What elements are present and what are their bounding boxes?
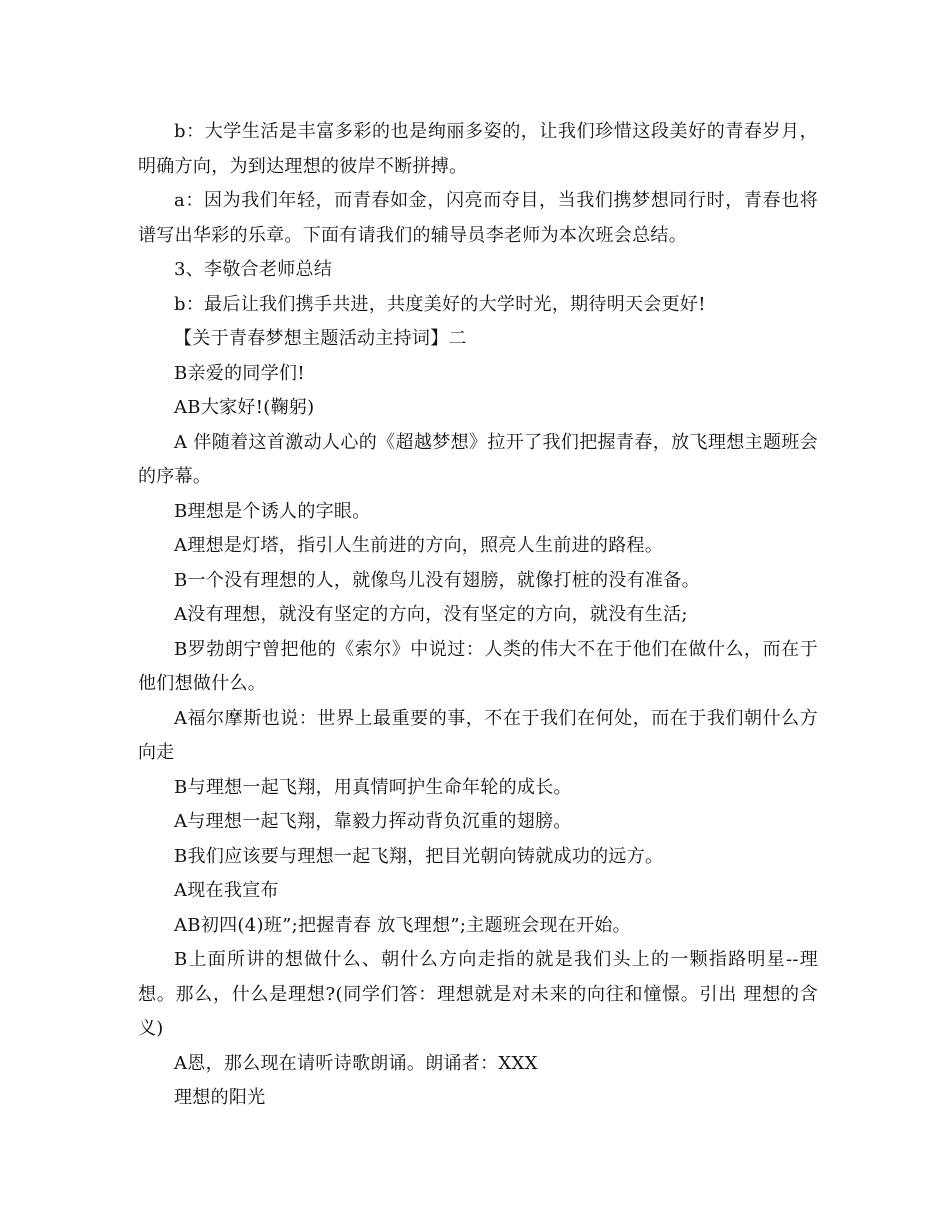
paragraph: a：因为我们年轻，而青春如金，闪亮而夺目，当我们携梦想同行时，青春也将谱写出华彩的乐章。下面有请我们的辅导员李老师为本次班会总结。 bbox=[138, 190, 818, 246]
paragraph: A 伴随着这首激动人心的《超越梦想》拉开了我们把握青春，放飞理想主题班会 的序幕。 bbox=[138, 431, 818, 487]
section-heading: 【关于青春梦想主题活动主持词】二 bbox=[174, 328, 467, 349]
paragraph: B罗勃朗宁曾把他的《索尔》中说过：人类的伟大不在于他们在做什么，而在于他们想做什么。 bbox=[138, 638, 818, 694]
paragraph: A恩，那么现在请听诗歌朗诵。朗诵者：XXX bbox=[174, 1052, 538, 1074]
paragraph: B与理想一起飞翔，用真情呵护生命年轮的成长。 bbox=[174, 776, 572, 798]
paragraph: b：大学生活是丰富多彩的也是绚丽多姿的，让我们珍惜这段美好的青春岁月，明确方向，为到达理想的彼岸不断拼搏。 bbox=[138, 121, 818, 177]
paragraph: A与理想一起飞翔，靠毅力挥动背负沉重的翅膀。 bbox=[174, 811, 572, 832]
poem-title: 理想的阳光 bbox=[174, 1087, 266, 1108]
paragraph: B理想是个诱人的字眼。 bbox=[174, 500, 371, 522]
paragraph: B一个没有理想的人，就像鸟儿没有翅膀，就像打桩的没有准备。 bbox=[174, 569, 700, 591]
paragraph: A福尔摩斯也说：世界上最重要的事，不在于我们在何处，而在于我们朝什么方向走 bbox=[138, 707, 818, 763]
paragraph: A现在我宣布 bbox=[174, 880, 279, 901]
paragraph: B亲爱的同学们! bbox=[174, 362, 305, 384]
paragraph: AB大家好!(鞠躬) bbox=[174, 397, 315, 418]
paragraph: 3、李敬合老师总结 bbox=[174, 259, 333, 280]
document-body bbox=[138, 115, 818, 1116]
paragraph: B上面所讲的想做什么、朝什么方向走指的就是我们头上的一颗指路明星--理想。那么，什么是理想?(同学们答：理想就是对未来的向往和憧憬。引出 理想的含义) bbox=[138, 949, 818, 1039]
paragraph: b：最后让我们携手共进，共度美好的大学时光，期待明天会更好! bbox=[174, 293, 706, 315]
paragraph: B我们应该要与理想一起飞翔，把目光朝向铸就成功的远方。 bbox=[174, 845, 664, 867]
paragraph: A理想是灯塔，指引人生前进的方向，照亮人生前进的路程。 bbox=[174, 535, 664, 556]
paragraph: A没有理想，就没有坚定的方向，没有坚定的方向，就没有生活; bbox=[174, 604, 688, 625]
paragraph: AB初四(4)班”;把握青春 放飞理想”;主题班会现在开始。 bbox=[174, 914, 631, 936]
